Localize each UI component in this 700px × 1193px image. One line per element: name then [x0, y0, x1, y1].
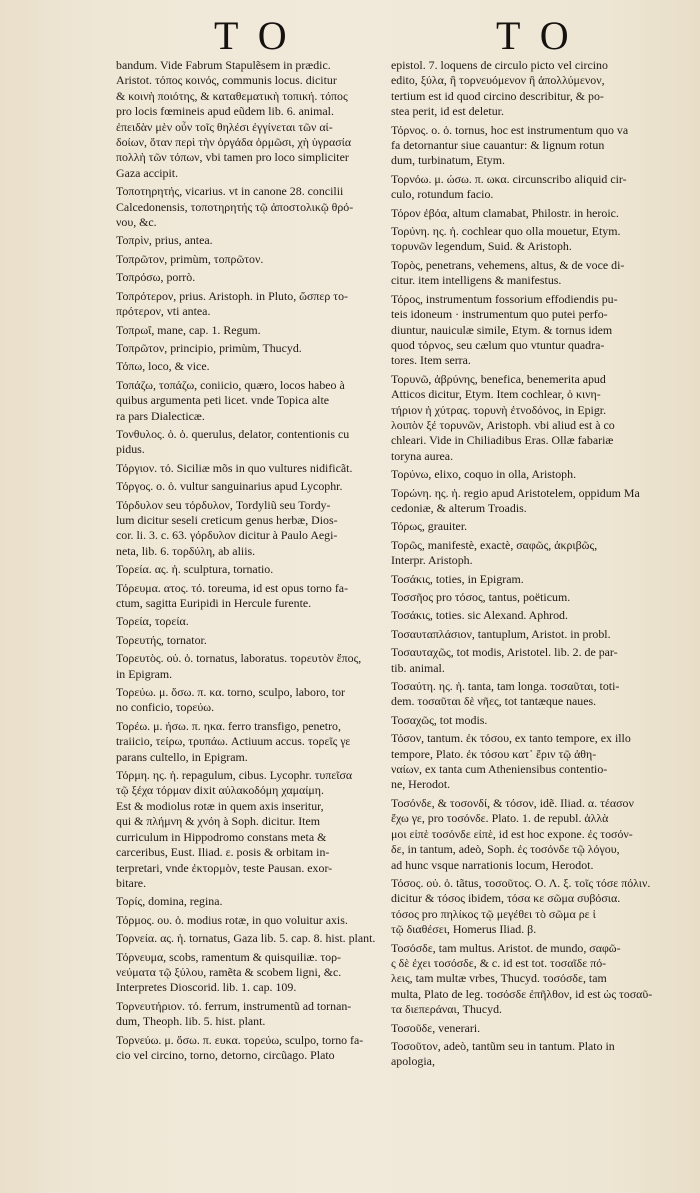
entry-line: fa detornantur siue cauantur: & lignum rotun [391, 138, 605, 153]
dictionary-entry [116, 651, 376, 682]
dictionary-entry [116, 562, 376, 577]
entry-line: Τόρως, grauiter. [391, 519, 468, 534]
entry-line: λεις, tam multæ vrbes, Thucyd. τοσόσδε, tam [391, 971, 607, 986]
entry-line: ἔχω γε, pro τοσόνδε. Plato. 1. de republ. ἀλλὰ [391, 811, 609, 826]
dictionary-entry [116, 633, 376, 648]
entry-line: Τόρος, instrumentum fossorium effodiendis pu- [391, 291, 618, 306]
entry-line: traiicio, τείρω, τρυπάω. Actiuum accus. τορεῖς γε [116, 734, 351, 749]
running-head-right: T O [496, 13, 574, 58]
entry-line: edito, ξύλα, ἢ τορνευόμενον ἢ ἀπολλύμενον, [391, 73, 605, 88]
entry-line: Τορευτὸς. οὐ. ὁ. tornatus, laboratus. τορευτὸν ἔπος, [116, 651, 362, 666]
dictionary-entry [116, 270, 376, 285]
entry-line: τῷ διαθέσει, Homerus Iliad. β. [391, 922, 537, 937]
entry-line: tempore, Plato. ἐκ τόσου κατ᾽ ἔριν τῷ ἀθη- [391, 746, 597, 761]
dictionary-entry [116, 479, 376, 494]
entry-line: in Epigram. [116, 666, 173, 681]
entry-line: τα διεπεράναι, Thucyd. [391, 1002, 502, 1017]
entry-line: τορυνῶν legendum, Suid. & Aristoph. [391, 239, 572, 254]
dictionary-entry [116, 913, 376, 928]
entry-line: μοι εἰπὲ τοσόνδε εἰπὲ, id est hoc expone. ἐς τοσόν- [391, 826, 633, 841]
entry-line: tib. animal. [391, 660, 445, 675]
entry-line: Gaza accipit. [116, 165, 179, 180]
dictionary-entry [391, 608, 655, 623]
entry-line: cor. li. 3. c. 63. γόρδυλον dicitur à Paulo Aegi- [116, 528, 338, 543]
entry-line: Τοσσῆος pro τόσος, tantus, poëticum. [391, 590, 571, 604]
entry-line: Τορίς, domina, regina. [116, 894, 223, 909]
entry-line: dicitur & τόσος ibidem, τόσα κε σῶμα συβόσια. [391, 891, 621, 906]
entry-line: qui & πλήμνη & χνόη à Soph. dicitur. Item [116, 814, 320, 829]
entry-line: Τοπρῶτον, primùm, τοπρῶτον. [116, 251, 264, 266]
entry-line: Τοσόνδε, & τοσονδί, & τόσον, idẽ. Iliad. α. τέασον [391, 795, 634, 810]
entry-line: ς δὲ ἐχει τοσόσδε, & c. id est tot. τοσαῖδε πό- [391, 955, 607, 970]
entry-line: parans cultello, in Epigram. [116, 749, 248, 764]
entry-line: Τοπρότερον, prius. Aristoph. in Pluto, ὥσπερ το- [116, 288, 348, 303]
entry-line: Τοσαύτη. ης. ἡ. tanta, tam longa. τοσαῦται, toti- [391, 679, 620, 694]
entry-line: ἐπειδὰν μὲν οὖν τοῖς θηλέσι ἐγγίνεται τῶν αἰ- [116, 119, 333, 134]
entry-line: bandum. Vide Fabrum Stapulẽsem in prædic. [116, 58, 331, 72]
dictionary-entry [116, 427, 376, 458]
entry-line: Τόσον, tantum. ἐκ τόσου, ex tanto tempore, ex illo [391, 731, 631, 746]
entry-line: Τοπρωΐ, mane, cap. 1. Regum. [116, 322, 261, 337]
entry-line: culo, rotundum facio. [391, 187, 494, 202]
entry-line: Τόρνος. ο. ὁ. tornus, hoc est instrumentum quo va [391, 122, 629, 137]
dictionary-entry [391, 941, 655, 1018]
entry-line: Τορνόω. μ. ώσω. π. ωκα. circunscribo aliquid cir- [391, 171, 627, 186]
entry-line: multa, Plato de leg. τοσόσδε ἐπῆλθον, id est ὡς τοσαῦ- [391, 986, 653, 1001]
entry-line: Τοσάκις, toties, in Epigram. [391, 571, 524, 586]
entry-line: τήριον ἡ χύτρας. τορυνὴ ἐτνοδόνος, in Epigr. [391, 402, 607, 417]
dictionary-entry [116, 719, 376, 765]
dictionary-entry [116, 999, 376, 1030]
entry-line: Atticos dicitur, Etym. Item cochlear, ὁ κινη- [391, 387, 601, 402]
entry-line: Τοσοῦτον, adeò, tantũm seu in tantum. Plato in [391, 1038, 615, 1053]
entry-line: dum, Theoph. lib. 5. hist. plant. [116, 1014, 266, 1029]
entry-line: Τορύνω, elixo, coquo in olla, Aristoph. [391, 467, 577, 482]
entry-line: cedoniæ, & alterum Troadis. [391, 500, 527, 515]
dictionary-entry [391, 1021, 655, 1036]
entry-line: Τοσαχῶς, tot modis. [391, 712, 488, 727]
dictionary-entry [391, 292, 655, 369]
dictionary-entry [391, 796, 655, 873]
entry-line: τῷ ξέχα τόρμαν dixit αὐλακοδόμη χαμαίμη. [116, 783, 324, 798]
entry-line: Τορνεία. ας. ἡ. tornatus, Gaza lib. 5. cap. 8. hist. plant. [116, 931, 376, 946]
entry-line: Τόσος. οὐ. ὁ. tãtus, τοσοῦτος. Ο. Λ. ξ. τοῖς τόσε πόλιν. [391, 875, 651, 890]
entry-line: δε, in tantum, adeò, Soph. ἐς τοσόνδε τῷ λόγου, [391, 842, 620, 857]
entry-line: carceribus, Eust. Iliad. ε. posis & orbitam in- [116, 845, 330, 860]
entry-line: Τοσάκις, toties. sic Alexand. Aphrod. [391, 608, 568, 623]
entry-line: Τοσαυταπλάσιον, tantuplum, Aristot. in probl. [391, 626, 611, 641]
dictionary-entry [391, 876, 655, 938]
dictionary-entry [391, 58, 655, 120]
entry-line: Τορύνη. ης. ἡ. cochlear quo olla mouetur, Etym. [391, 224, 621, 239]
entry-line: Τορέω. μ. ήσω. π. ηκα. ferro transfigo, penetro, [116, 718, 341, 733]
entry-line: ctum, sagitta Euripidi in Hercule furente. [116, 596, 312, 610]
entry-line: neta, lib. 6. τορδύλη, ab aliis. [116, 543, 256, 558]
entry-line: Τορευτής, tornator. [116, 632, 207, 647]
dictionary-entry [116, 359, 376, 374]
entry-line: chleari. Vide in Chiliadibus Eras. Ollæ fabariæ [391, 433, 614, 448]
dictionary-entry [116, 581, 376, 612]
entry-line: Τόρνευμα, scobs, ramentum & quisquiliæ. τορ- [116, 949, 342, 964]
dictionary-entry [391, 123, 655, 169]
entry-line: epistol. 7. loquens de circulo picto vel circino [391, 58, 608, 72]
entry-line: τόσος pro πηλίκος τῷ μεγέθει τὸ σῶμα ρε ἰ [391, 906, 596, 921]
entry-line: Est & modiolus rotæ in quem axis inseritur, [116, 798, 324, 813]
dictionary-entry [391, 731, 655, 793]
dictionary-entry [391, 627, 655, 642]
entry-line: Τοσαυταχῶς, tot modis, Aristotel. lib. 2. de par- [391, 645, 618, 660]
entry-line: Τόρμη. ης. ἡ. repagulum, cibus. Lycophr. τυπεῖσα [116, 768, 353, 783]
entry-line: cio vel circino, torno, detorno, circũago. Plato [116, 1047, 335, 1062]
dictionary-entry [116, 498, 376, 560]
entry-line: ra pars Dialecticæ. [116, 408, 205, 423]
dictionary-entry [116, 614, 376, 629]
entry-line: Τορῶς, manifestè, exactè, σαφῶς, ἀκριβῶς, [391, 537, 598, 552]
running-head-left: T O [214, 13, 292, 58]
dictionary-entry [391, 372, 655, 464]
dictionary-entry [116, 1033, 376, 1064]
dictionary-entry [116, 289, 376, 320]
entry-line: νεύματα τῷ ξύλου, ramẽta & scobem ligni, &c. [116, 964, 342, 979]
entry-line: Interpretes Dioscorid. lib. 1. cap. 109. [116, 980, 297, 995]
entry-line: Τορώνη. ης. ἡ. regio apud Aristotelem, oppidum Ma [391, 485, 640, 500]
entry-line: tores. Item serra. [391, 353, 471, 368]
entry-line: Τορυνῶ, ἀβρύνης, benefica, benemerita apud [391, 371, 606, 386]
dictionary-entry [116, 184, 376, 230]
entry-line: Calcedonensis, τοποτηρητής τῷ ἀποστολικῷ θρό- [116, 199, 354, 214]
right-column [391, 58, 655, 1070]
dictionary-entry [391, 258, 655, 289]
entry-line: & κοινὴ ποιότης, & καταθεματικὴ τοπική. τόπος [116, 88, 348, 103]
entry-line: ναίων, ex tanta cum Atheniensibus contentio- [391, 762, 608, 777]
dictionary-entry [391, 224, 655, 255]
dictionary-entry [391, 206, 655, 221]
entry-line: Τοπρόσω, porrò. [116, 270, 196, 285]
dictionary-entry [116, 323, 376, 338]
dictionary-entry [391, 645, 655, 676]
entry-line: πολλὴ τῶν τόπων, vbi tamen pro loco simpliciter [116, 150, 349, 165]
dictionary-entry [391, 572, 655, 587]
dictionary-entry [391, 172, 655, 203]
dictionary-entry [391, 519, 655, 534]
dictionary-entry [391, 486, 655, 517]
dictionary-entry [391, 713, 655, 728]
entry-line: Τόπω, loco, & vice. [116, 359, 210, 374]
entry-line: bitare. [116, 875, 147, 890]
entry-line: Τοπάζω, τοπάζω, coniicio, quæro, locos habeo à [116, 377, 345, 392]
entry-line: Τοπρῶτον, principio, primùm, Thucyd. [116, 340, 302, 355]
entry-line: toryna aurea. [391, 448, 454, 463]
entry-line: Τορεία, τορεία. [116, 614, 189, 629]
entry-line: ad hunc vsque narrationis locum, Herodot. [391, 857, 594, 872]
entry-line: Τόρευμα. ατος. τό. toreuma, id est opus torno fa- [116, 580, 349, 595]
entry-line: citur. item intelligens & manifestus. [391, 273, 562, 288]
dictionary-entry [391, 467, 655, 482]
entry-line: πρότερον, vti antea. [116, 304, 211, 319]
entry-line: Τορεύω. μ. ὄσω. π. κα. torno, sculpo, laboro, tor [116, 685, 345, 700]
entry-line: Τόργιον. τό. Siciliæ mõs in quo vultures nidificãt. [116, 460, 353, 475]
entry-line: Τοποτηρητής, vicarius. vt in canone 28. concilii [116, 184, 344, 199]
entry-line: pro locis fœmineis apud eũdem lib. 6. animal. [116, 104, 334, 119]
dictionary-entry [116, 58, 376, 181]
dictionary-entry [116, 461, 376, 476]
entry-line: Aristot. τόπος κοινός, communis locus. dicitur [116, 73, 337, 88]
entry-line: stea perit, id est deletur. [391, 104, 504, 119]
entry-line: ne, Herodot. [391, 777, 451, 792]
entry-line: δοίων, ὅταν περὶ τὴν ὀργάδα ὁρμῶσι, χὴ ὑγρασία [116, 135, 352, 150]
dictionary-entry [116, 252, 376, 267]
entry-line: λοιπὸν ξέ τορυνῶν, Aristoph. vbi aliud est à co [391, 417, 615, 432]
entry-line: quod τόρνος, seu cælum quo vtuntur quadra- [391, 337, 605, 352]
entry-line: Τοσοῦδε, venerari. [391, 1020, 481, 1035]
entry-line: terpretari, vnde ἐκτορμὸν, teste Pausan. exor- [116, 860, 333, 875]
entry-line: no conficio, τορεύω. [116, 700, 215, 715]
entry-line: Τορνευτήριον. τό. ferrum, instrumentũ ad tornan- [116, 998, 352, 1013]
entry-line: diuntur, nauiculæ simile, Etym. & tornus idem [391, 322, 613, 337]
entry-line: Τορὸς, penetrans, vehemens, altus, & de voce di- [391, 257, 625, 272]
entry-line: Τορνεύω. μ. ὄσω. π. ευκα. τορεύω, sculpo, torno fa- [116, 1032, 364, 1047]
page-header [0, 0, 700, 58]
left-column [116, 58, 376, 1063]
entry-line: Τόρδυλον seu τόρδυλον, Tordyliũ seu Tordy- [116, 497, 331, 512]
entry-line: apologia, [391, 1054, 435, 1069]
dictionary-entry [116, 894, 376, 909]
dictionary-entry [116, 378, 376, 424]
dictionary-entry [116, 685, 376, 716]
entry-line: dum, turbinatum, Etym. [391, 153, 505, 168]
dictionary-entry [116, 931, 376, 946]
entry-line: pidus. [116, 442, 145, 457]
entry-line: lum dicitur seseli creticum genus herbæ, Dios- [116, 512, 338, 527]
dictionary-entry [116, 341, 376, 356]
entry-line: Τορεία. ας. ἡ. sculptura, tornatio. [116, 562, 274, 577]
entry-line: quibus argumenta peti licet. vnde Topica alte [116, 393, 330, 408]
entry-line: Interpr. Aristoph. [391, 553, 473, 568]
entry-line: dem. τοσαῦται δὲ νῆες, tot tantæque naues. [391, 694, 597, 709]
entry-line: curriculum in Hippodromo constans meta & [116, 829, 327, 844]
dictionary-entry [116, 768, 376, 891]
entry-line: Τόργος. ο. ὁ. vultur sanguinarius apud Lycophr. [116, 479, 343, 494]
entry-line: Τοσόσδε, tam multus. Aristot. de mundo, σαφῶ- [391, 940, 621, 955]
dictionary-entry [391, 590, 655, 605]
entry-line: Τόρον ἐβόα, altum clamabat, Philostr. in heroic. [391, 205, 619, 220]
dictionary-entry [116, 233, 376, 248]
entry-line: νου, &c. [116, 215, 157, 230]
dictionary-entry [391, 1039, 655, 1070]
entry-line: Τοπρὶν, prius, antea. [116, 233, 213, 248]
dictionary-entry [391, 538, 655, 569]
entry-line: teis idoneum · instrumentum quo putei perfo- [391, 307, 608, 322]
entry-line: Τονθυλος. ὁ. ὁ. querulus, delator, contentionis cu [116, 426, 350, 441]
entry-line: tertium est id quod circino describitur, & po- [391, 88, 604, 103]
dictionary-entry [391, 679, 655, 710]
entry-line: Τόρμος. ου. ὁ. modius rotæ, in quo voluitur axis. [116, 912, 348, 927]
dictionary-entry [116, 950, 376, 996]
